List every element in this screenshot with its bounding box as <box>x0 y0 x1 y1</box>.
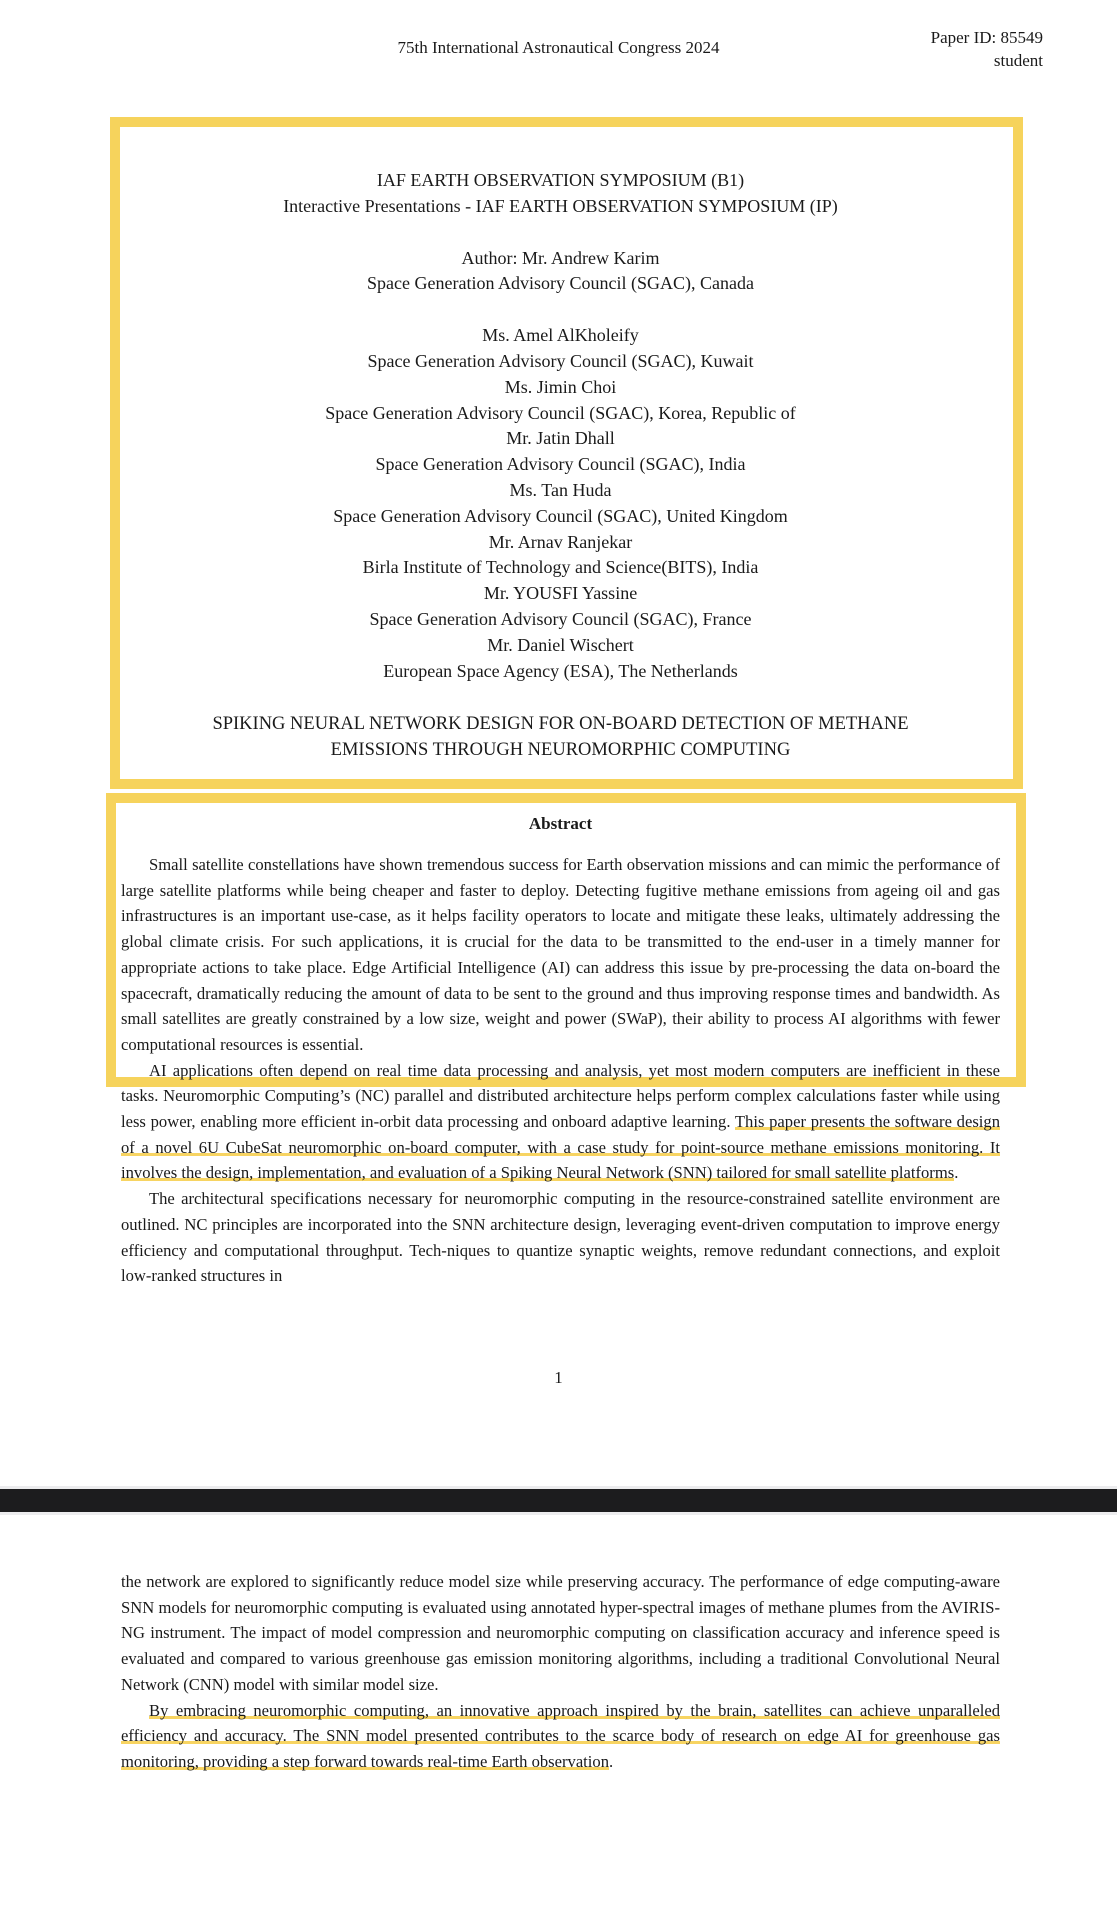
abstract-paragraph-1: Small satellite constellations have shown tremendous success for Earth observation missions and can mimic the performance of large satellite platforms while being cheaper and faster to deploy. Detecting fugitive methane emissions from ageing oil and gas infrastructures is an important use-case, as it helps facility operators to locate and mitigate these leaks, ultimately addressing the global climate crisis. For such applications, it is crucial for the data to be transmitted to the end-user in a timely manner for appropriate actions to take place. Edge Artificial Intelligence (AI) can address this issue by pre-processing the data on-board the spacecraft, dramatically reducing the amount of data to be sent to the ground and thus improving response times and bandwidth. As small satellites are greatly constrained by a low size, weight and power (SWaP), their ability to process AI algorithms with fewer computational resources is essential. <box>121 855 1000 1054</box>
abstract-body-continued <box>121 1569 1000 1775</box>
coauthor-name: Mr. YOUSFI Yassine <box>483 583 638 604</box>
coauthor-name: Ms. Tan Huda <box>509 479 612 500</box>
coauthor-name: Ms. Amel AlKholeify <box>482 325 639 346</box>
paper-category: student <box>993 51 1043 70</box>
coauthor-affiliation: Birla Institute of Technology and Science(BITS), India <box>362 557 759 578</box>
abstract-paragraph-2 <box>121 1058 1000 1187</box>
abstract-body <box>121 852 1000 1289</box>
paper-title-line-2: EMISSIONS THROUGH NEUROMORPHIC COMPUTING <box>330 739 791 760</box>
main-author-name: Author: Mr. Andrew Karim <box>461 247 660 268</box>
highlighted-text: By embracing neuromorphic computing, an innovative approach inspired by the brain, satellites can achieve unparalleled efficiency and accuracy. The SNN model presented contributes to the scarce body of research on edge AI for greenhouse gas monitoring, providing a step forward towards real-time Earth observation <box>121 1700 1000 1771</box>
symposium-line-2: Interactive Presentations - IAF EARTH OBSERVATION SYMPOSIUM (IP) <box>283 195 838 216</box>
main-author-affiliation: Space Generation Advisory Council (SGAC), Canada <box>367 273 754 294</box>
coauthor-name: Mr. Arnav Ranjekar <box>488 531 633 552</box>
conference-header: 75th International Astronautical Congress 2024 <box>397 38 720 57</box>
abstract-paragraph-3-continued: the network are explored to significantly reduce model size while preserving accuracy. The performance of edge computing-aware SNN models for neuromorphic computing is evaluated using annotated hyper-spectral images of methane plumes from the AVIRIS-NG instrument. The impact of model compression and neuromorphic computing on classification accuracy and inference speed is evaluated and compared to various greenhouse gas emission monitoring algorithms, including a traditional Convolutional Neural Network (CNN) model with similar model size. <box>121 1572 1000 1694</box>
coauthor-affiliation: European Space Agency (ESA), The Netherlands <box>383 660 738 681</box>
coauthor-name: Mr. Jatin Dhall <box>506 428 615 449</box>
paper-title-line-1: SPIKING NEURAL NETWORK DESIGN FOR ON-BOARD DETECTION OF METHANE <box>212 714 909 734</box>
coauthor-affiliation: Space Generation Advisory Council (SGAC), France <box>369 608 752 629</box>
coauthor-affiliation: Space Generation Advisory Council (SGAC), Kuwait <box>367 350 754 371</box>
coauthor-name: Mr. Daniel Wischert <box>487 634 634 655</box>
abstract-paragraph-2-text: AI applications often depend on real time data processing and analysis, yet most modern computers are inefficient in these tasks. Neuromorphic Computing’s (NC) parallel and distributed architecture helps perform complex calculations faster while using less power, enabling more efficient in-orbit data processing and onboard adaptive learning. <box>121 1060 1000 1132</box>
abstract-paragraph-3: The architectural specifications necessary for neuromorphic computing in the resource-constrained satellite environment are outlined. NC principles are incorporated into the SNN architecture design, leveraging event-driven computation to improve energy efficiency and computational throughput. Tech-niques to quantize synaptic weights, remove redundant connections, and exploit low-ranked structures in <box>121 1189 1000 1286</box>
paper-title <box>121 712 1000 764</box>
paper-id: Paper ID: 85549 <box>930 28 1043 47</box>
paper-id-block <box>931 26 1043 72</box>
page-separator <box>0 1489 1117 1512</box>
coauthor-affiliation: Space Generation Advisory Council (SGAC), India <box>375 454 746 475</box>
abstract-paragraph-4 <box>121 1698 1000 1775</box>
period: . <box>609 1751 614 1771</box>
page-number: 1 <box>554 1368 563 1387</box>
symposium-line-1: IAF EARTH OBSERVATION SYMPOSIUM (B1) <box>376 170 745 190</box>
period: . <box>954 1163 959 1183</box>
title-block <box>121 168 1000 684</box>
highlighted-text: This paper presents the software design of a novel 6U CubeSat neuromorphic on-board computer, with a case study for point-source methane emissions monitoring. It involves the design, implementation, and evaluation of a Spiking Neural Network (SNN) tailored for small satellite platforms <box>121 1112 1000 1183</box>
abstract-heading: Abstract <box>528 814 593 833</box>
coauthor-name: Ms. Jimin Choi <box>504 376 617 397</box>
coauthor-affiliation: Space Generation Advisory Council (SGAC), Korea, Republic of <box>325 402 796 423</box>
coauthor-affiliation: Space Generation Advisory Council (SGAC), United Kingdom <box>333 505 788 526</box>
